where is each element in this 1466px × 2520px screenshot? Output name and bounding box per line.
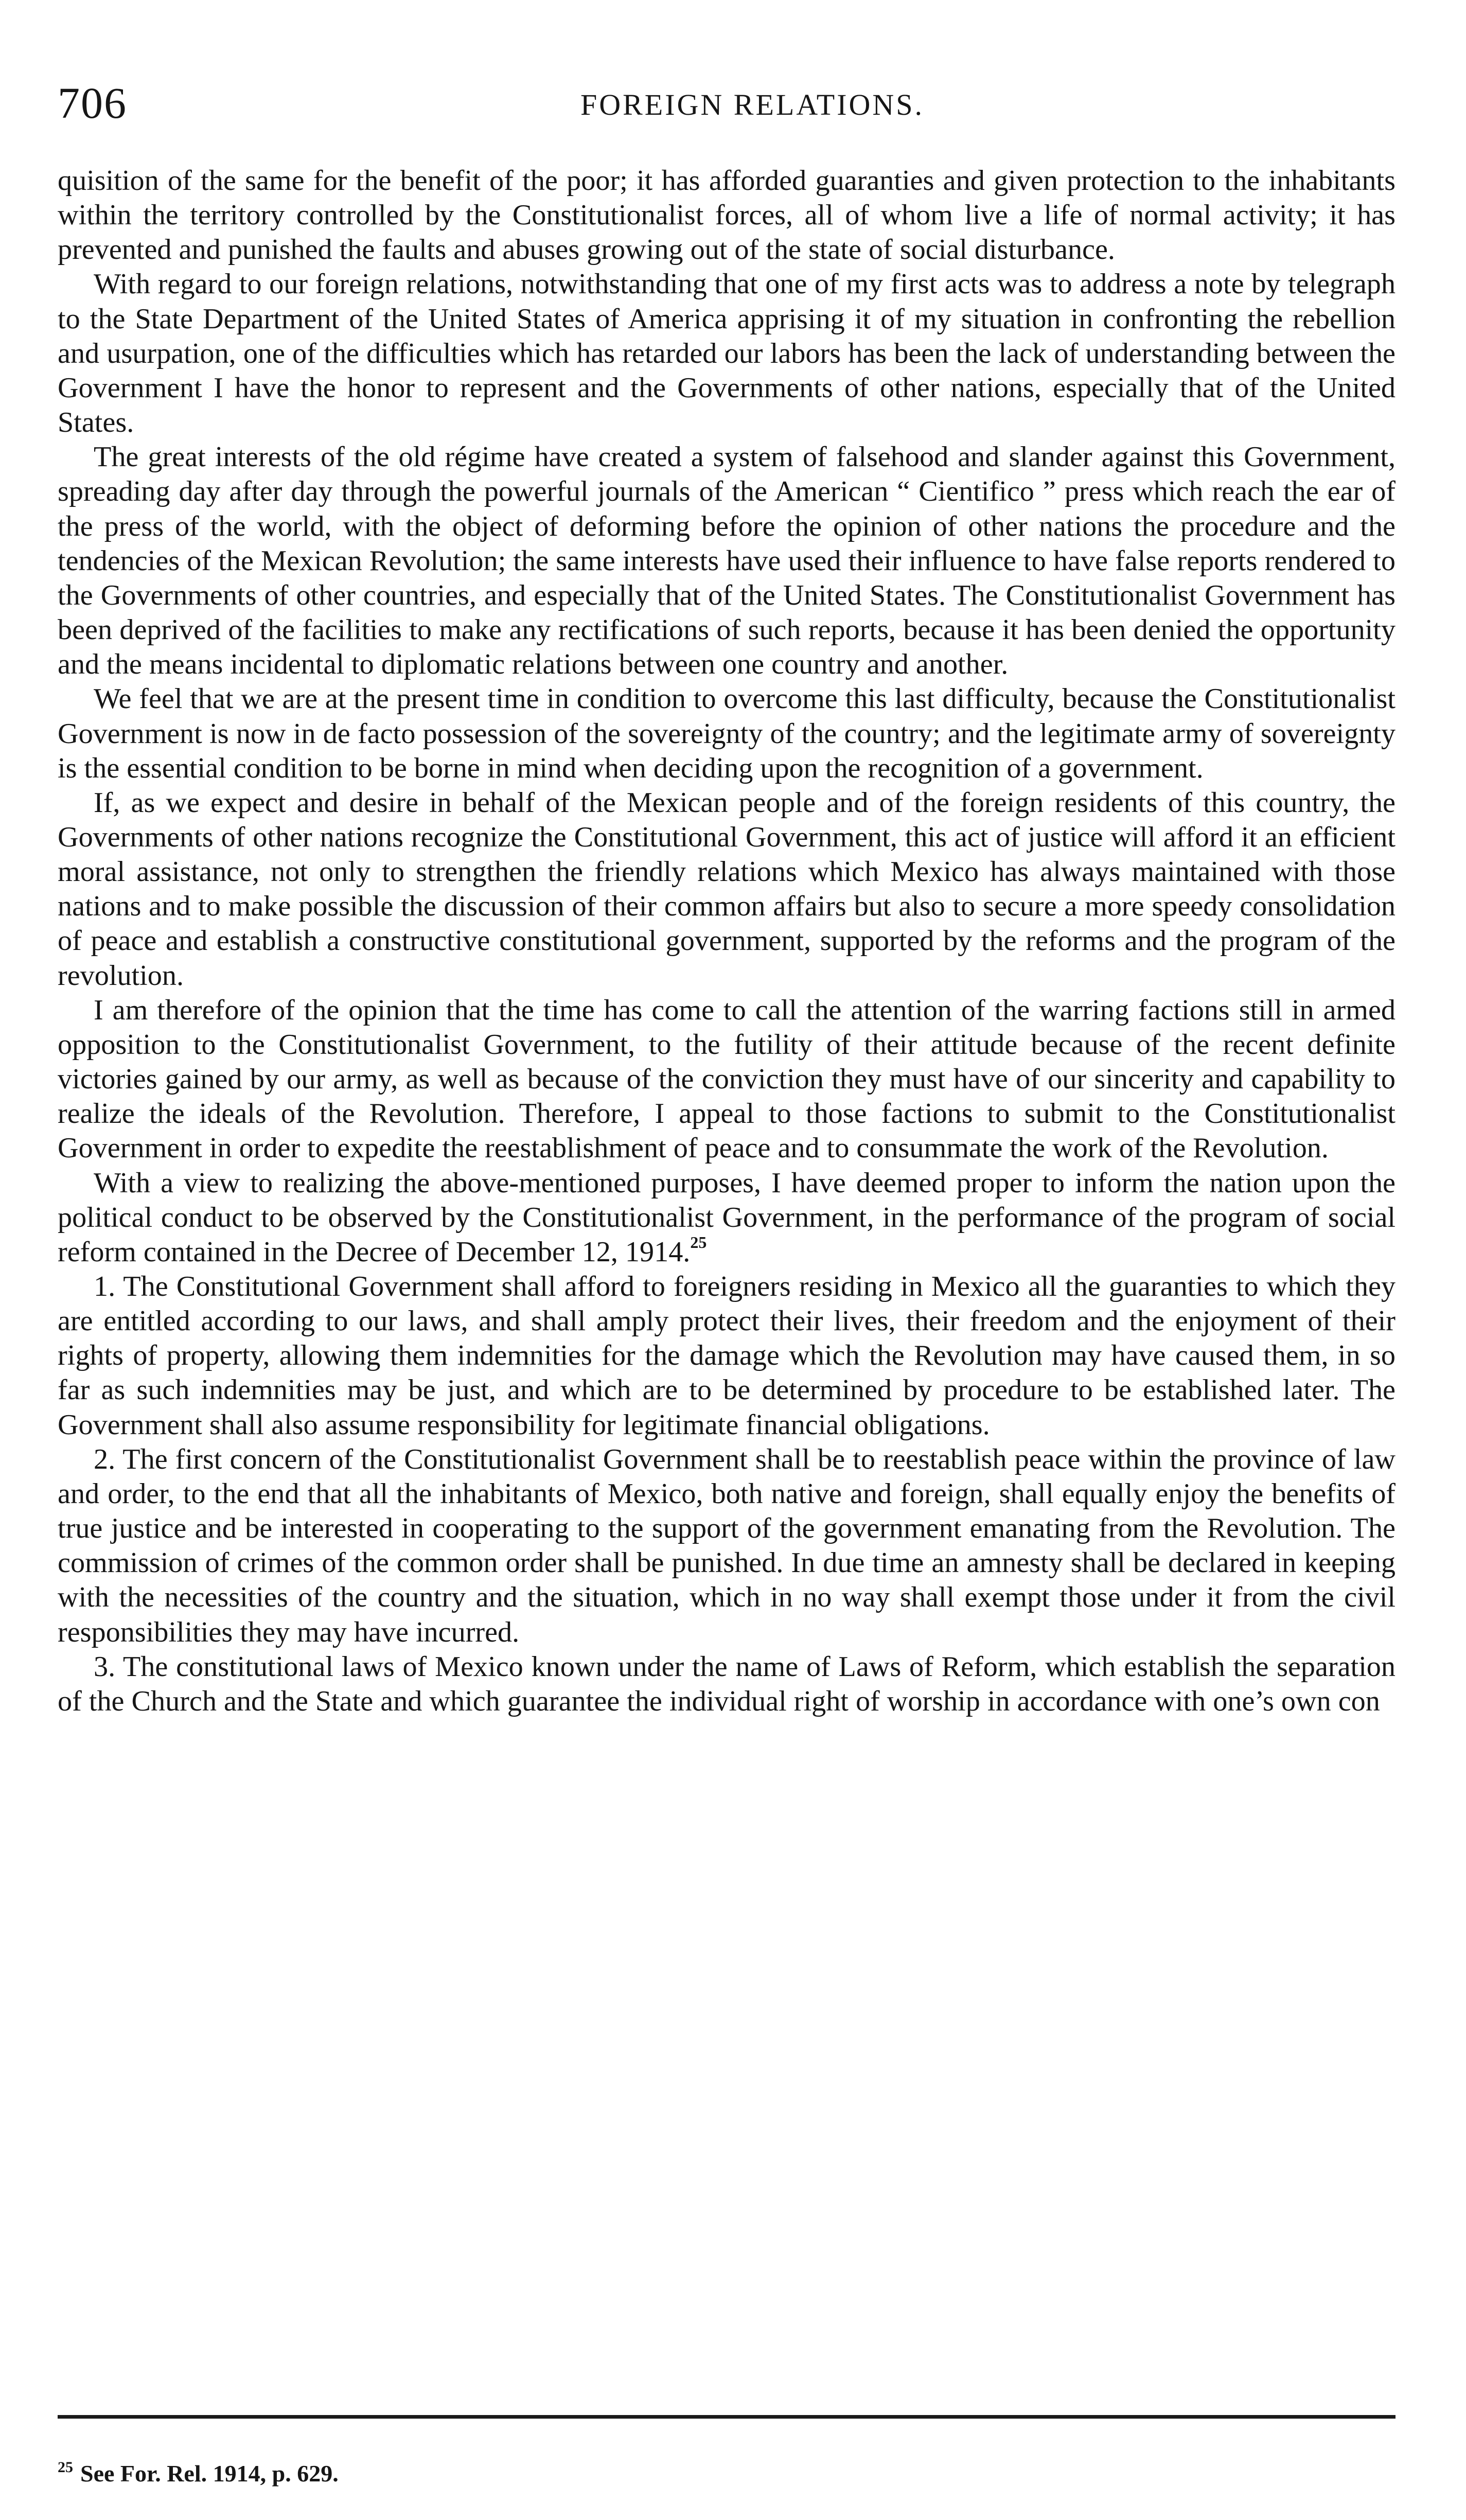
page-header [58, 77, 1396, 134]
footnote-text: See For. Rel. 1914, p. 629. [80, 2460, 339, 2487]
footnote-mark: 25 [58, 2459, 73, 2476]
numbered-item-2: 2. The first concern of the Constitutionalist Government shall be to reestablish peace within the province of law and order, to the end that all the inhabitants of Mexico, both native and foreign, shall equally enjoy the benefits of true justice and be interested in cooperating to the support of the government emanating from the Revolution. The commission of crimes of the common order shall be punished. In due time an amnesty shall be declared in keeping with the necessities of the country and the situation, which in no way shall exempt those under it from the civil responsibilities they may have incurred. [58, 1443, 1396, 1648]
footnote-reference[interactable]: 25 [690, 1232, 707, 1252]
paragraph: The great interests of the old régime have created a system of falsehood and slander against this Government, spreading day after day through the powerful journals of the American “ Cientifico ” press which reach the ear of the press of the world, with the object of deforming before the opinion of other nations the procedure and the tendencies of the Mexican Revolution; the same interests have used their influence to have false reports rendered to the Governments of other countries, and especially that of the United States. The Constitutionalist Government has been deprived of the facilities to make any rectifications of such reports, because it has been denied the opportunity and the means incidental to diplomatic relations between one country and another. [58, 441, 1396, 681]
footnote [58, 2452, 1396, 2489]
paragraph: We feel that we are at the present time in condition to overcome this last difficulty, because the Constitutionalist Government is now in de facto possession of the sovereignty of the country; and the legitimate army of sovereignty is the essential condition to be borne in mind when deciding upon the recognition of a government. [58, 683, 1396, 784]
page-number: 706 [58, 78, 127, 128]
paragraph-with-footnote [58, 1166, 1396, 1270]
running-head: FOREIGN RELATIONS. [580, 88, 925, 121]
numbered-item-3: 3. The constitutional laws of Mexico known under the name of Laws of Reform, which establish the separation of the Church and the State and which guarantee the individual right of worship in accordance with one’s own con [58, 1650, 1396, 1717]
footnote-divider [58, 2415, 1396, 2419]
paragraph: With regard to our foreign relations, notwithstanding that one of my first acts was to address a note by telegraph to the State Department of the United States of America apprising it of my situation in confronting the rebellion and usurpation, one of the difficulties which has retarded our labors has been the lack of understanding between the Government I have the honor to represent and the Governments of other nations, especially that of the United States. [58, 268, 1396, 439]
numbered-item-1: 1. The Constitutional Government shall afford to foreigners residing in Mexico all the guaranties to which they are entitled according to our laws, and shall amply protect their lives, their freedom and the enjoyment of their rights of property, allowing them indemnities for the damage which the Revolution may have caused them, in so far as such indemnities may be just, and which are to be determined by procedure to be established later. The Government shall also assume responsibility for legitimate financial obligations. [58, 1271, 1396, 1441]
paragraph: I am therefore of the opinion that the time has come to call the attention of the warring factions still in armed opposition to the Constitutionalist Government, to the futility of their attitude because of the recent definite victories gained by our army, as well as because of the conviction they must have of our sincerity and capability to realize the ideals of the Revolution. Therefore, I appeal to those factions to submit to the Constitutionalist Government in order to expedite the reestablishment of peace and to consummate the work of the Revolution. [58, 994, 1396, 1165]
body-text [58, 164, 1396, 1719]
paragraph-continuation: quisition of the same for the benefit of the poor; it has afforded guaranties and given protection to the inhabitants within the territory controlled by the Constitutionalist forces, all of whom live a life of normal activity; it has prevented and punished the faults and abuses growing out of the state of social disturbance. [58, 165, 1396, 266]
paragraph-text: With a view to realizing the above-mentioned purposes, I have deemed proper to inform the nation upon the political conduct to be observed by the Constitutionalist Government, in the performance of the program of social reform contained in the Decree of December 12, 1914. [58, 1167, 1396, 1268]
paragraph: If, as we expect and desire in behalf of the Mexican people and of the foreign residents of this country, the Governments of other nations recognize the Constitutional Government, this act of justice will afford it an efficient moral assistance, not only to strengthen the friendly relations which Mexico has always maintained with those nations and to make possible the discussion of their common affairs but also to secure a more speedy consolidation of peace and establish a constructive constitutional government, supported by the reforms and the program of the revolution. [58, 786, 1396, 992]
